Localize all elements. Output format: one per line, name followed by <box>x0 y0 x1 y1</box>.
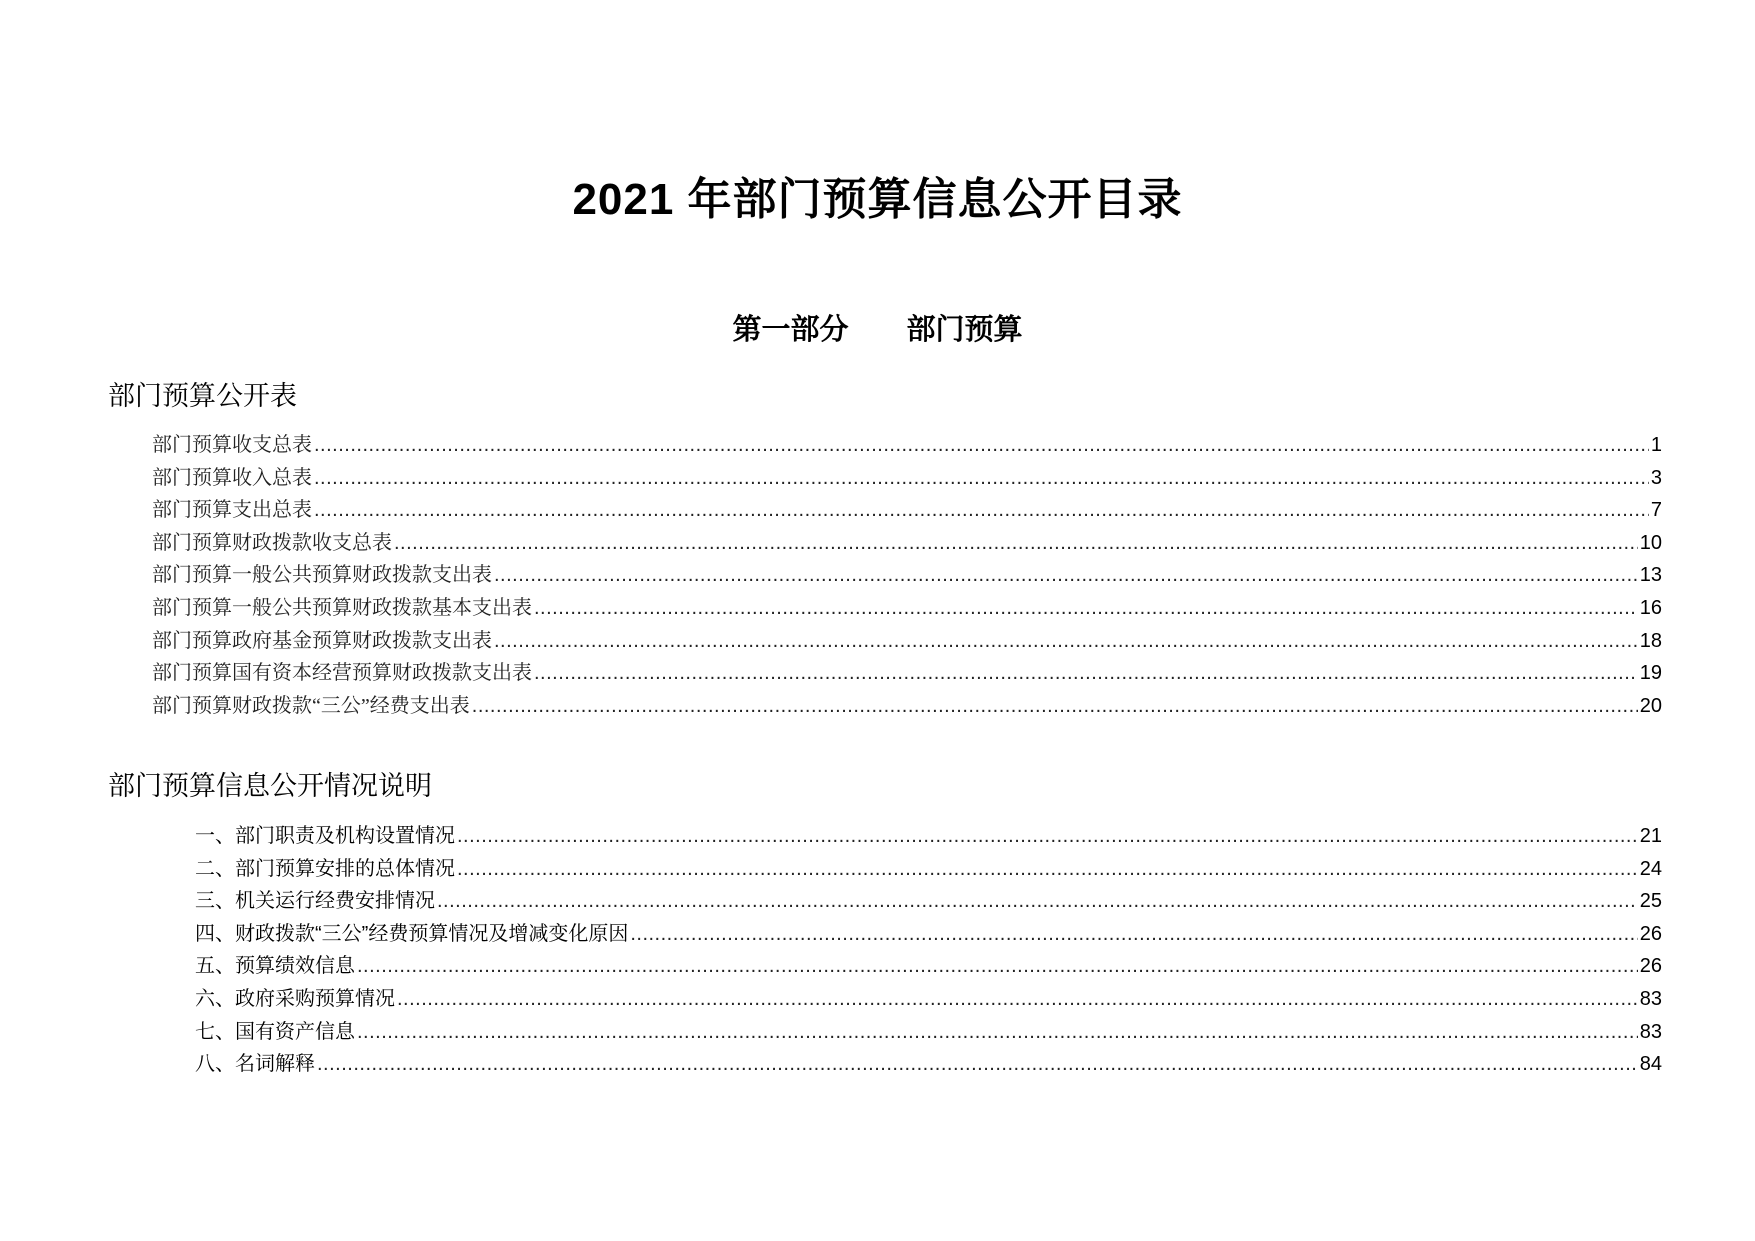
toc-entry-page: 13 <box>1639 564 1662 587</box>
toc-entry[interactable] <box>152 462 1662 495</box>
toc-entry-label: 部门预算收入总表 <box>152 466 312 489</box>
toc-entry[interactable] <box>195 983 1662 1016</box>
dot-leader <box>394 527 1638 560</box>
dot-leader <box>317 1048 1638 1081</box>
dot-leader <box>357 950 1638 983</box>
toc-entry-page: 26 <box>1639 955 1662 978</box>
toc-entry[interactable] <box>152 494 1662 527</box>
toc-entry-label: 部门预算支出总表 <box>152 499 312 522</box>
toc-entry[interactable] <box>195 853 1662 886</box>
toc-entry-page: 7 <box>1650 499 1662 522</box>
toc-entry[interactable] <box>152 657 1662 690</box>
toc-entry-page: 24 <box>1639 857 1662 880</box>
toc-entry-label: 部门预算财政拨款“三公”经费支出表 <box>152 694 470 717</box>
toc-entry[interactable] <box>195 1016 1662 1049</box>
dot-leader <box>314 494 1649 527</box>
dot-leader <box>494 559 1638 592</box>
toc-entry-label: 部门预算一般公共预算财政拨款基本支出表 <box>152 596 532 619</box>
toc-entry-label: 三、机关运行经费安排情况 <box>195 890 435 913</box>
toc-entry[interactable] <box>152 527 1662 560</box>
toc-entry-page: 21 <box>1639 825 1662 847</box>
dot-leader <box>630 918 1637 951</box>
toc-entry-page: 20 <box>1639 694 1662 717</box>
dot-leader <box>314 429 1649 462</box>
toc-entry[interactable] <box>152 559 1662 592</box>
toc-entry-page: 16 <box>1639 596 1662 619</box>
dot-leader <box>534 657 1638 690</box>
dot-leader <box>494 625 1638 658</box>
toc-entry[interactable] <box>195 885 1662 918</box>
toc-entry-label: 部门预算一般公共预算财政拨款支出表 <box>152 564 492 587</box>
section-heading-disclosure-notes: 部门预算信息公开情况说明 <box>108 771 432 801</box>
toc-entry-label: 六、政府采购预算情况 <box>195 987 395 1010</box>
toc-entry[interactable] <box>195 1048 1662 1081</box>
toc-entry-label: 八、名词解释 <box>195 1053 315 1076</box>
toc-entry-page: 10 <box>1639 531 1662 554</box>
toc-entry-page: 1 <box>1650 434 1662 456</box>
toc-entry-label: 五、预算绩效信息 <box>195 955 355 978</box>
part-title: 第一部分 部门预算 <box>732 314 1023 346</box>
toc-entry[interactable] <box>152 592 1662 625</box>
dot-leader <box>457 820 1638 853</box>
toc-entry-label: 一、部门职责及机构设置情况 <box>195 825 455 847</box>
dot-leader <box>472 690 1638 723</box>
dot-leader <box>457 853 1638 886</box>
dot-leader <box>437 885 1638 918</box>
toc-list-disclosure-notes <box>195 820 1662 1081</box>
section-heading-budget-tables: 部门预算公开表 <box>108 381 297 411</box>
toc-entry-page: 83 <box>1639 987 1662 1010</box>
toc-entry-label: 四、财政拨款“三公”经费预算情况及增减变化原因 <box>195 922 629 945</box>
document-title: 2021 年部门预算信息公开目录 <box>572 175 1183 224</box>
toc-entry-label: 部门预算收支总表 <box>152 434 312 456</box>
toc-entry-label: 部门预算财政拨款收支总表 <box>152 531 392 554</box>
toc-entry-label: 七、国有资产信息 <box>195 1020 355 1043</box>
toc-entry[interactable] <box>195 918 1662 951</box>
toc-entry-page: 18 <box>1639 629 1662 652</box>
toc-entry-page: 19 <box>1639 662 1662 685</box>
toc-entry-page: 83 <box>1639 1020 1662 1043</box>
toc-entry-label: 部门预算政府基金预算财政拨款支出表 <box>152 629 492 652</box>
dot-leader <box>314 462 1649 495</box>
dot-leader <box>397 983 1638 1016</box>
toc-entry[interactable] <box>152 429 1662 462</box>
toc-entry-page: 84 <box>1639 1053 1662 1076</box>
toc-entry[interactable] <box>195 820 1662 853</box>
toc-list-budget-tables <box>152 429 1662 722</box>
toc-entry-page: 25 <box>1639 890 1662 913</box>
dot-leader <box>534 592 1638 625</box>
toc-entry[interactable] <box>195 950 1662 983</box>
toc-entry-label: 二、部门预算安排的总体情况 <box>195 857 455 880</box>
toc-entry-label: 部门预算国有资本经营预算财政拨款支出表 <box>152 662 532 685</box>
dot-leader <box>357 1016 1638 1049</box>
toc-entry-page: 26 <box>1639 922 1662 945</box>
toc-entry[interactable] <box>152 690 1662 723</box>
toc-entry-page: 3 <box>1650 466 1662 489</box>
toc-entry[interactable] <box>152 625 1662 658</box>
